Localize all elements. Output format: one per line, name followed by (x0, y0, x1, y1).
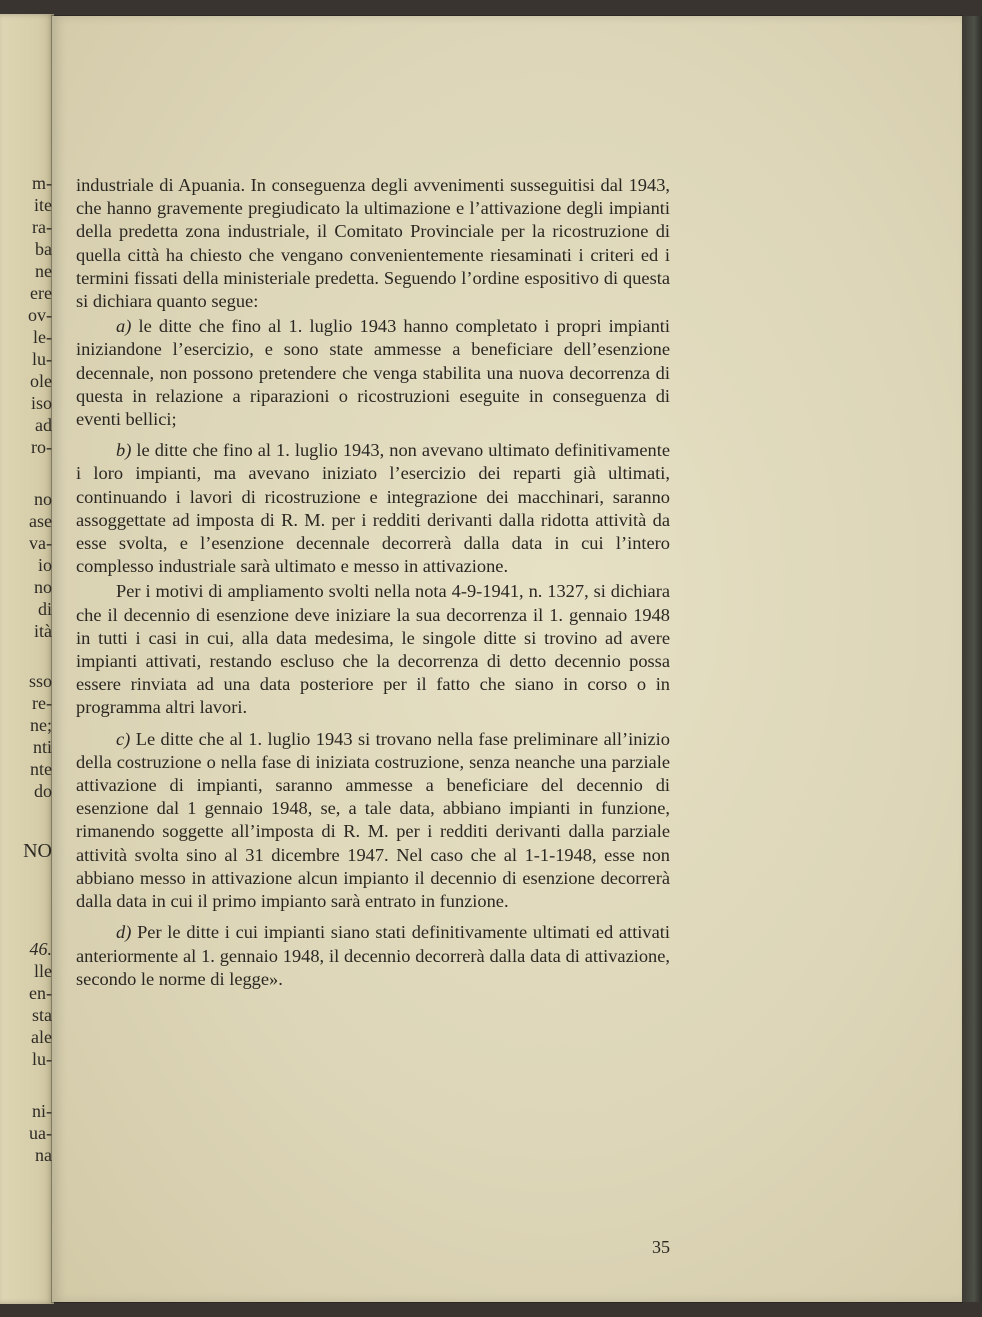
item-a-text: le ditte che fino al 1. luglio 1943 hanno completato i propri impianti iniziandone l’esercizio, e sono state ammesse a beneficiare dell’esenzione decennale, non possono pretendere che venga stabilita una nuova decorrenza di questa in relazione a riparazioni o ricostruzioni eseguite in conseguenza di eventi bellici; (76, 316, 670, 430)
page-body (76, 174, 670, 991)
item-b (76, 439, 670, 578)
item-d (76, 921, 670, 991)
paragraph-motivi: Per i motivi di ampliamento svolti nella nota 4-9-1941, n. 1327, si dichiara che il decennio di esenzione deve iniziare la sua decorrenza il 1. gennaio 1948 in tutti i casi in cui, alla data medesima, le singole ditte si trovino ad avere impianti attivati, restando escluso che la decorrenza di detto decennio possa essere rinviata ad una data posteriore per il fatto che siano in corso o in programma altri lavori. (76, 581, 670, 718)
fragment: ere (30, 283, 52, 303)
fragment: ne (35, 261, 52, 281)
fragment: ad (35, 415, 52, 435)
fragment: ne; (30, 715, 52, 735)
fragment: ua- (29, 1123, 52, 1143)
paragraph-intro: industriale di Apuania. In conseguenza degli avvenimenti susseguitisi dal 1943, che hanno gravemente pregiudicato la ultimazione e l’attivazione degli impianti della predetta zona industriale, il Comitato Provinciale per la ricostruzione di quella città ha chiesto che vengano convenientemente riesaminati i criteri ed i termini fissati della ministeriale predetta. Seguendo l’ordine espositivo di questa si dichiara quanto segue: (76, 175, 670, 312)
item-b-letter: b) (116, 440, 132, 461)
facing-page-edge (0, 14, 54, 1304)
fragment: 46. (29, 939, 52, 959)
item-a-letter: a) (116, 316, 132, 337)
fragment: ole (30, 371, 52, 391)
fragment: ase (29, 511, 52, 531)
fragment: en- (29, 983, 52, 1003)
fragment: lle (34, 961, 52, 981)
fragment: nti (32, 737, 52, 757)
facing-page-fragments-1 (0, 172, 54, 458)
facing-page-fragments-3 (0, 670, 54, 802)
fragment: m- (32, 173, 52, 193)
fragment: NO (23, 840, 52, 862)
facing-page-fragments-5 (0, 938, 54, 1070)
fragment: ità (34, 621, 52, 641)
item-c-letter: c) (116, 728, 131, 749)
fragment: va- (29, 533, 52, 553)
fragment: le- (33, 327, 52, 347)
fragment: ale (31, 1027, 52, 1047)
page (52, 16, 962, 1302)
fragment: no (34, 577, 52, 597)
item-c (76, 728, 670, 914)
fragment: ba (35, 239, 52, 259)
item-a (76, 315, 670, 431)
fragment: re- (32, 693, 52, 713)
fragment: no (34, 489, 52, 509)
fragment: di (37, 599, 52, 619)
facing-page-fragments-2 (0, 488, 54, 642)
item-d-letter: d) (116, 922, 132, 943)
fragment: sso (28, 671, 52, 691)
item-b-text: le ditte che fino al 1. luglio 1943, non avevano ultimato definitivamente i loro impianti, ma avevano iniziato l’esercizio dei reparti già ultimati, continuando i lavori di ricostruzione e integrazione dei macchinari, saranno assoggettate ad imposta di R. M. per i redditi derivanti dalla ridotta attività da esse svolta, e l’esenzione decennale decorrerà dalla data in cui l’intero complesso industriale sarà ultimato e messo in attivazione. (76, 440, 670, 577)
fragment: nte (30, 759, 52, 779)
page-number: 35 (652, 1237, 670, 1257)
fragment: ov- (28, 305, 52, 325)
fragment: do (34, 781, 52, 801)
fragment: lu- (32, 1049, 52, 1069)
fragment: ite (34, 195, 52, 215)
scan-right-edge (962, 16, 982, 1302)
item-c-text: Le ditte che al 1. luglio 1943 si trovano nella fase preliminare all’inizio della costruzione o nella fase di iniziata costruzione, senza neanche una parziale attivazione di impianti, saranno ammesse a beneficiare del decennio di esenzione dal 1 gennaio 1948, se, a tale data, abbiano impianti in funzione, rimanendo soggette all’imposta di R. M. per i redditi derivanti dalla parziale attività svolta sino al 31 dicembre 1947. Nel caso che al 1-1-1948, esse non abbiano messo in attivazione alcun impianto il decennio di esenzione decorrerà dalla data in cui il primo impianto sarà entrato in funzione. (76, 728, 670, 912)
fragment: ra- (32, 217, 52, 237)
facing-page-fragments-4 (0, 840, 54, 862)
fragment: iso (30, 393, 52, 413)
item-d-text: Per le ditte i cui impianti siano stati definitivamente ultimati ed attivati anteriormente al 1. gennaio 1948, il decennio decorrerà dalla data di attivazione, secondo le norme di legge». (76, 922, 670, 989)
fragment: ro- (31, 437, 52, 457)
fragment: io (37, 555, 52, 575)
fragment: na (35, 1145, 52, 1165)
fragment: ni- (32, 1101, 52, 1121)
facing-page-fragments-6 (0, 1100, 54, 1166)
fragment: lu- (32, 349, 52, 369)
fragment: sta (32, 1005, 52, 1025)
